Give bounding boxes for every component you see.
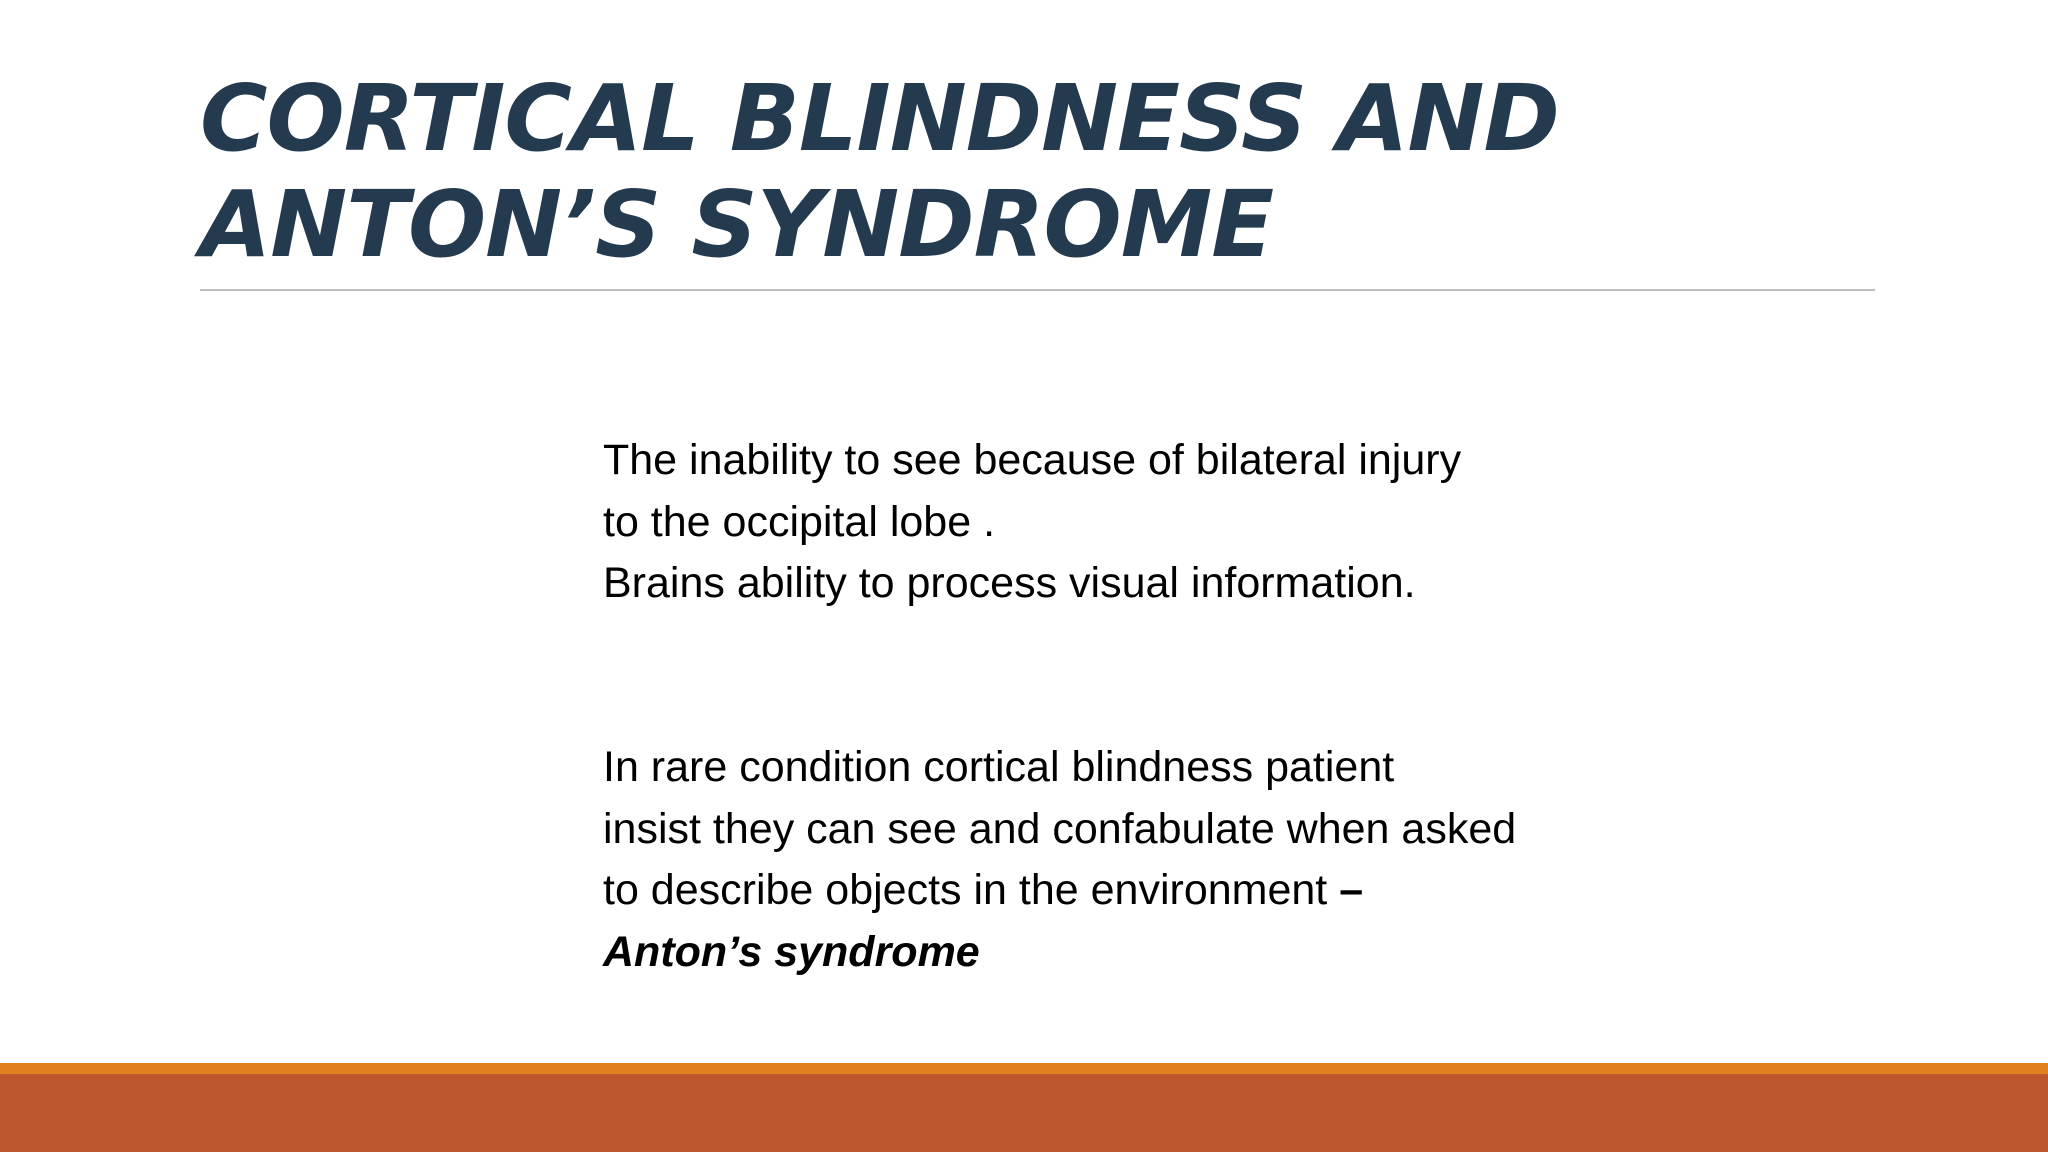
anton-line-text: to describe objects in the environment — [603, 866, 1340, 914]
anton-line: insist they can see and confabulate when asked — [603, 804, 1517, 853]
anton-line: In rare condition cortical blindness patient — [603, 743, 1395, 791]
slide-title: CORTICAL BLINDNESS AND ANTON’S SYNDROME — [200, 65, 1559, 278]
em-dash: – — [1339, 866, 1364, 914]
definition-paragraph — [603, 430, 1703, 615]
footer-accent-stripe — [0, 1063, 2048, 1074]
footer-band — [0, 1074, 2048, 1152]
title-divider — [200, 289, 1875, 291]
definition-line: Brains ability to process visual information. — [603, 559, 1416, 607]
definition-line: to the occipital lobe . — [603, 497, 996, 546]
definition-line: The inability to see because of bilateral injury — [603, 436, 1462, 484]
anton-line — [603, 860, 1703, 922]
anton-syndrome-paragraph — [603, 737, 1703, 983]
anton-syndrome-term: Anton’s syndrome — [603, 927, 980, 976]
